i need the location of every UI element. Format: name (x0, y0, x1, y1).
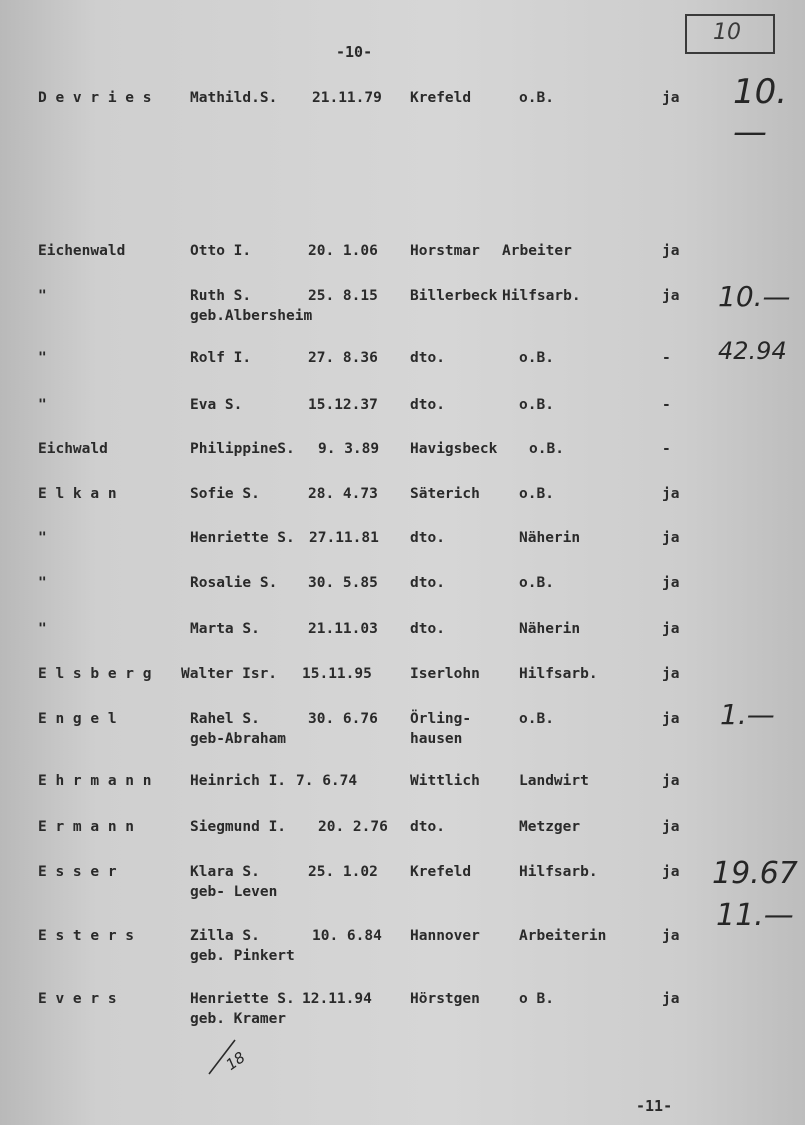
occupation: Hilfsarb. (519, 666, 598, 682)
occupation: o.B. (529, 441, 564, 457)
flag: - (662, 397, 671, 413)
surname: E h r m a n n (38, 773, 152, 789)
occupation: o.B. (519, 711, 554, 727)
page-footer-number: -11- (636, 1097, 673, 1115)
birth-place: Havigsbeck (410, 441, 498, 457)
birth-date: 20. 2.76 (318, 819, 388, 835)
occupation: Näherin (519, 621, 581, 637)
occupation: Hilfsarb. (502, 288, 581, 304)
occupation: o.B. (519, 575, 554, 591)
birth-place: dto. (410, 397, 445, 413)
first-name: Rahel S. (190, 711, 260, 727)
page-stamp-number: 10 (713, 20, 741, 45)
birth-date: 12.11.94 (302, 991, 372, 1007)
birth-place: Krefeld (410, 864, 472, 880)
first-name: Heinrich I. (190, 773, 287, 789)
occupation: Hilfsarb. (519, 864, 598, 880)
surname: D e v r i e s (38, 90, 152, 106)
birth-date: 15.11.95 (302, 666, 372, 682)
birth-date: 9. 3.89 (318, 441, 380, 457)
first-name: Ruth S. (190, 288, 252, 304)
birth-date: 7. 6.74 (296, 773, 358, 789)
first-name: Rosalie S. (190, 575, 278, 591)
ditto-mark: " (38, 621, 47, 637)
occupation: o.B. (519, 90, 554, 106)
first-name: Rolf I. (190, 350, 252, 366)
occupation: Näherin (519, 530, 581, 546)
first-name: Henriette S. (190, 530, 295, 546)
birth-date: 30. 6.76 (308, 711, 378, 727)
birth-date: 25. 8.15 (308, 288, 378, 304)
maiden-name: geb-Abraham (190, 731, 287, 747)
birth-date: 21.11.79 (312, 90, 382, 106)
birth-place: dto. (410, 530, 445, 546)
flag: ja (662, 928, 680, 944)
occupation: Landwirt (519, 773, 589, 789)
first-name: Sofie S. (190, 486, 260, 502)
birth-date: 25. 1.02 (308, 864, 378, 880)
birth-date: 28. 4.73 (308, 486, 378, 502)
surname: E l k a n (38, 486, 117, 502)
first-name: Eva S. (190, 397, 243, 413)
handwritten-note: 10.— (733, 72, 788, 152)
first-name: Marta S. (190, 621, 260, 637)
flag: ja (662, 819, 680, 835)
handwritten-mark: 18 (222, 1048, 249, 1074)
flag: ja (662, 575, 680, 591)
surname: E s s e r (38, 864, 117, 880)
handwritten-note: 11.— (716, 898, 794, 933)
birth-place: Krefeld (410, 90, 472, 106)
surname: E l s b e r g (38, 666, 152, 682)
ditto-mark: " (38, 530, 47, 546)
birth-place: dto. (410, 621, 445, 637)
flag: - (662, 441, 671, 457)
birth-date: 27. 8.36 (308, 350, 378, 366)
ditto-mark: " (38, 397, 47, 413)
birth-place: Hörstgen (410, 991, 480, 1007)
handwritten-note: 42.94 (718, 337, 787, 365)
birth-date: 20. 1.06 (308, 243, 378, 259)
surname: Eichwald (38, 441, 108, 457)
occupation: o.B. (519, 350, 554, 366)
flag: ja (662, 773, 680, 789)
birth-place: dto. (410, 575, 445, 591)
surname: E n g e l (38, 711, 117, 727)
surname: E v e r s (38, 991, 117, 1007)
occupation: Metzger (519, 819, 581, 835)
handwritten-note: 10.— (718, 280, 791, 313)
occupation: o B. (519, 991, 554, 1007)
flag: ja (662, 864, 680, 880)
birth-place: dto. (410, 350, 445, 366)
flag: ja (662, 90, 680, 106)
maiden-name: geb. Pinkert (190, 948, 295, 964)
surname: E r m a n n (38, 819, 135, 835)
flag: ja (662, 243, 680, 259)
birth-place: Hannover (410, 928, 480, 944)
first-name: PhilippineS. (190, 441, 295, 457)
flag: ja (662, 621, 680, 637)
birth-place: Iserlohn (410, 666, 480, 682)
flag: ja (662, 711, 680, 727)
page-stamp-box (685, 14, 775, 54)
occupation: o.B. (519, 486, 554, 502)
handwritten-note: 19.67 (712, 856, 798, 891)
surname: Eichenwald (38, 243, 126, 259)
occupation: Arbeiterin (519, 928, 607, 944)
birth-place: Säterich (410, 486, 480, 502)
first-name: Otto I. (190, 243, 252, 259)
flag: ja (662, 991, 680, 1007)
birth-date: 30. 5.85 (308, 575, 378, 591)
flag: - (662, 350, 671, 366)
birth-place: Örling- (410, 711, 472, 727)
flag: ja (662, 530, 680, 546)
occupation: o.B. (519, 397, 554, 413)
birth-place: Billerbeck (410, 288, 498, 304)
maiden-name: geb- Leven (190, 884, 278, 900)
maiden-name: geb.Albersheim (190, 308, 313, 324)
handwritten-note: 1.— (720, 698, 775, 731)
flag: ja (662, 486, 680, 502)
first-name: Siegmund I. (190, 819, 287, 835)
first-name: Walter Isr. (181, 666, 278, 682)
first-name: Mathild.S. (190, 90, 278, 106)
first-name: Henriette S. (190, 991, 295, 1007)
birth-place: dto. (410, 819, 445, 835)
birth-date: 27.11.81 (309, 530, 379, 546)
birth-date: 15.12.37 (308, 397, 378, 413)
birth-place: Horstmar (410, 243, 480, 259)
birth-date: 10. 6.84 (312, 928, 382, 944)
birth-place: Wittlich (410, 773, 480, 789)
surname: E s t e r s (38, 928, 135, 944)
birth-place-continued: hausen (410, 731, 463, 747)
page-header-number: -10- (336, 43, 373, 61)
first-name: Klara S. (190, 864, 260, 880)
ditto-mark: " (38, 288, 47, 304)
birth-date: 21.11.03 (308, 621, 378, 637)
maiden-name: geb. Kramer (190, 1011, 287, 1027)
ditto-mark: " (38, 350, 47, 366)
ditto-mark: " (38, 575, 47, 591)
flag: ja (662, 288, 680, 304)
occupation: Arbeiter (502, 243, 572, 259)
flag: ja (662, 666, 680, 682)
first-name: Zilla S. (190, 928, 260, 944)
